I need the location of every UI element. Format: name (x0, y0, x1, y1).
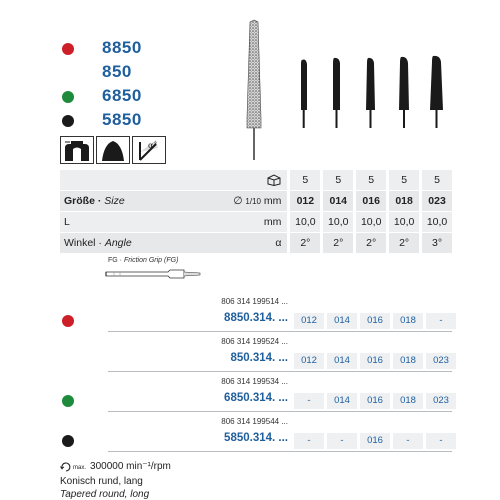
angle-cell: 3° (422, 233, 452, 253)
size-unit: ∅ 1/10 mm (233, 195, 282, 207)
angle-cell: 2° (356, 233, 386, 253)
angle-icon (132, 136, 166, 164)
length-row (60, 212, 452, 232)
pack-unit-row (60, 170, 452, 190)
svg-text:α: α (148, 141, 154, 150)
pack-unit-cell: 5 (323, 170, 353, 190)
order-size-cell[interactable]: 014 (327, 313, 357, 329)
application-icons (60, 136, 166, 164)
rpm-prefix: max. (73, 465, 87, 471)
legend-number: 850 (102, 62, 132, 81)
max-rpm: 300000 min⁻¹/rpm (90, 460, 171, 472)
order-reference: 850.314. ... (230, 352, 288, 364)
order-reference: 5850.314. ... (224, 432, 288, 444)
package-icon (267, 170, 281, 190)
size-cell: 023 (422, 191, 452, 211)
friction-grip-shank-icon (104, 266, 204, 282)
length-cell: 10,0 (290, 212, 320, 232)
order-size-cell: - (294, 393, 324, 409)
length-cell: 10,0 (323, 212, 353, 232)
order-size-cell[interactable]: 014 (327, 353, 357, 369)
order-size-cell: - (426, 433, 456, 449)
footer-info (60, 457, 171, 500)
angle-cell: 2° (290, 233, 320, 253)
order-row-6850 (60, 371, 452, 411)
bur-silhouette-023-icon (430, 56, 443, 128)
angle-label: Winkel · Angle α (60, 233, 287, 253)
order-size-cell[interactable]: 018 (393, 393, 423, 409)
pack-unit-label (60, 170, 287, 190)
pack-unit-cell: 5 (356, 170, 386, 190)
description-de: Konisch rund, lang (60, 476, 143, 487)
description-en: Tapered round, long (60, 489, 150, 500)
order-size-cell[interactable]: 016 (360, 313, 390, 329)
legend-number: 5850 (102, 110, 142, 129)
svg-text:°: ° (154, 141, 157, 148)
order-size-cell[interactable]: 016 (360, 393, 390, 409)
pack-unit-cell: 5 (389, 170, 419, 190)
order-size-cell[interactable]: 018 (393, 313, 423, 329)
handpiece-label: FG · Friction Grip (FG) (108, 257, 179, 264)
order-row-5850 (60, 411, 452, 451)
size-cell: 016 (356, 191, 386, 211)
size-cell: 018 (389, 191, 419, 211)
order-code: 806 314 199534 ... (221, 377, 288, 386)
green-ring-dot-icon (62, 395, 74, 407)
rotation-speed-icon (60, 461, 72, 472)
order-row-850 (60, 331, 452, 371)
angle-cell: 2° (389, 233, 419, 253)
bell-prep-icon (96, 136, 130, 164)
crown-prep-icon (60, 136, 94, 164)
order-size-cell[interactable]: 016 (360, 353, 390, 369)
length-label: L mm (60, 212, 287, 232)
order-size-cell: - (327, 433, 357, 449)
length-cell: 10,0 (389, 212, 419, 232)
order-size-cell[interactable]: 016 (360, 433, 390, 449)
order-code: 806 314 199544 ... (221, 417, 288, 426)
legend-number: 8850 (102, 38, 142, 57)
length-cell: 10,0 (422, 212, 452, 232)
bur-silhouette-016-icon (366, 58, 375, 128)
spec-table (60, 170, 452, 254)
red-ring-dot-icon (62, 315, 74, 327)
order-code: 806 314 199514 ... (221, 297, 288, 306)
order-size-cell[interactable]: 018 (393, 353, 423, 369)
size-label: Größe · Size ∅ 1/10 mm (60, 191, 287, 211)
order-size-cell[interactable]: 023 (426, 353, 456, 369)
large-bur-icon (247, 20, 261, 160)
row-divider (108, 451, 452, 452)
order-row-8850 (60, 291, 452, 331)
size-cell: 014 (323, 191, 353, 211)
order-size-cell[interactable]: 023 (426, 393, 456, 409)
order-size-cell: - (426, 313, 456, 329)
order-code: 806 314 199524 ... (221, 337, 288, 346)
angle-row (60, 233, 452, 253)
black-ring-dot-icon (62, 435, 74, 447)
order-size-cell[interactable]: 014 (327, 393, 357, 409)
bur-silhouette-012-icon (301, 60, 307, 129)
rpm-row (60, 457, 171, 475)
order-reference: 6850.314. ... (224, 392, 288, 404)
bur-silhouette-018-icon (399, 57, 409, 128)
length-cell: 10,0 (356, 212, 386, 232)
size-row (60, 191, 452, 211)
pack-unit-cell: 5 (422, 170, 452, 190)
legend-number: 6850 (102, 86, 142, 105)
order-size-cell: - (393, 433, 423, 449)
size-cell: 012 (290, 191, 320, 211)
bur-silhouette-014-icon (333, 58, 340, 128)
order-size-cell[interactable]: 012 (294, 353, 324, 369)
order-size-cell[interactable]: 012 (294, 313, 324, 329)
angle-cell: 2° (323, 233, 353, 253)
order-reference: 8850.314. ... (224, 312, 288, 324)
pack-unit-cell: 5 (290, 170, 320, 190)
order-size-cell: - (294, 433, 324, 449)
